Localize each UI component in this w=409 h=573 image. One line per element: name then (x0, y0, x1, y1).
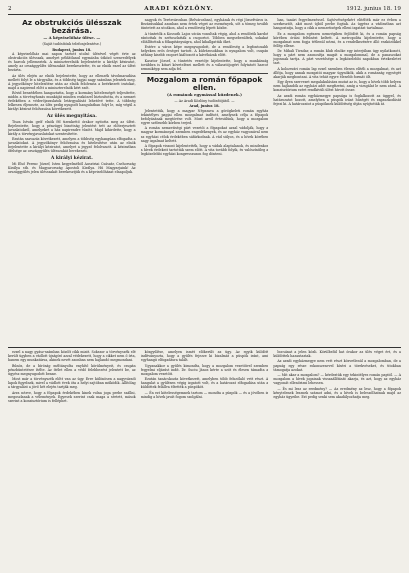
band-column-1 (8, 350, 136, 573)
article-paragraph: Arra nézve, hogy a főpapok érdekében kinek volna joga perbe szállni, megoszlanak a vélemények. Egyesek szerint csak maga a sértett, mások szerint a konzisztórium is felléphet. (8, 390, 136, 403)
note-tudosito: — Az Aradi Közlöny tudósítójától. — (174, 98, 235, 103)
column-3 (273, 18, 401, 345)
page-header (8, 6, 401, 15)
headline-obstrukcio: Az obstrukciós ülésszak bezárása. (22, 18, 122, 36)
article-paragraph: — És mi lesz az eredmény? — Az eredmény az lesz, hogy a főpapok kénytelenek lesznek számot adni, és a hívek is beleszólhatnak majd az egyház ügyeibe. Ezt pedig senki sem akadályozhatja meg. (273, 386, 401, 399)
article-paragraph: ban, tanári fegyelmezéssel. Sajtóvétségekért elitélték már ez évben a szerkesztőt, akit most újból perbe fogtak. Az ügyész a vádiratban azt hangoztatja, hogy a cikk a nemzetiségek elleni izgatást tartalmaz. (273, 18, 401, 31)
article-paragraph: Most már a törvényszék előtt van az ügy. Erre különösen a nagyváradi lapok figyelnek, mivel a vádlott évek óta a helyi sajtóban működik. Állítólag a tárgyalást a jövő hét elején tartják meg. (8, 377, 136, 390)
divider (141, 73, 269, 74)
subtitle-kiralyi-kezirat: A királyi kézirat. (50, 155, 93, 161)
article-paragraph: A főpapok viszont kijelentették, hogy a vádak alaptalanok, és mindenkor a hívek érdekeit tartották szem előtt. A vita tovább folyik, és valószínűleg a legközelebbi egyházi kongresszuson fog dönteni. (140, 143, 269, 157)
column-2 (141, 18, 269, 345)
headline-mozgalom: Mozgalom a román főpapok ellen. (146, 74, 263, 92)
article-paragraph: Jelentettük, hogy a magyar Népszava a görögkeleti román egyház tekintélyes papjai ellen mozgalmat indított, amelynek célja a főpapok befolyásának megtörése volt. Most arról értesülünk, hogy a mozgalom egyre szélesebb körben terjed. (140, 108, 269, 125)
article-paragraph: Rövid beszédében hangoztatta, hogy a kormány kötelességét teljesítette, midőn a törvényhozás munkáját minden eszközzel biztosította, és a nemzet érdekében a véderőjavaslatok letárgyalását lehetővé tette. A többség lelkesen éljenezte, az ülés pedig nyugodt hangulatban folyt le, míg végül a királyi kézirat felolvasása következett. (8, 91, 136, 112)
article-paragraph: Estére a város képe megnyugodott, de a rendőrség a legfontosabb helyeken erős őrséget tartott. A külvárosokban is nyugalom volt, csupán néhány kisebb csoport kiáltozott a kávéházak előtt. (140, 45, 269, 58)
paper-name: ARADI KÖZLÖNY. (144, 6, 214, 12)
article-paragraph: Az ülés elején az elnök bejelentette, hogy az ellenzék távolmaradása mellett folyt le a tárgyalás, és a többség tagjai nagy számban jelentek meg. A jegyzőkönyv hitelesítése után az elnök felolvasta a beérkezett iratokat, majd a napirend előtt a miniszterelnök kért szót. (8, 73, 136, 90)
article-paragraph: A kolozsvári román lap ezzel szemben élesen elítéli a mozgalmat, és azt állítja, hogy annak mozgatói magyar ügynökök, akik a románság egységét akarják megbontani. A vita tehát egyre élesebb formát ölt. (273, 66, 401, 79)
top-columns (8, 18, 401, 345)
subtitle-ules-megnyitasa: Az ülés megnyitása. (46, 113, 97, 119)
article-paragraph: — Én ezt kötelességemnek tartom — mondta a püspök — és a jövőben is mindig a hívek javát fogom szolgálni. (140, 390, 269, 399)
article-paragraph: Ezután szavazás következett, amelyen a többség egyhangúan elfogadta a javaslatokat. A jegyzőkönyv felolvasása és hitelesítése után az elnök bejelentette a királyi kéziratot, amelyet a jegyző felolvasott. A kéziratban őfelsége az országgyűlés ülésszakát berekeszti. (8, 137, 136, 154)
dateline-budapest: Budapest, junius 18. (52, 47, 92, 52)
article-paragraph: A román nemzetiségi párt vezetői a főpapokat azzal vádolják, hogy a magyar kormánnyal szemben engedékenyek, és az egyház vagyonával nem az egyházi célok érdekében sáfárkodnak. A vád súlyos, és a hívek körében nagy izgalmat keltett. (140, 126, 269, 143)
subhead-romanok: (A románok egymással küzdenek.) (167, 92, 242, 98)
article-paragraph: Ezután tanácskozás következett, amelyben több felszólaló vett részt. A hangulat a gyűlésen végig izgatott volt, és a határozat elfogadása után a küldöttek felállva éltették a püspököt. (140, 377, 269, 390)
article-paragraph: közgyűlése, amelyen ismét előkerült az ügy. Az egyik küldött indítványozta, hogy a gyűlés fejezze ki bizalmát a püspök iránt, ami egyhangú elfogadásra talált. (140, 350, 269, 363)
note-telefon: (Saját tudósítónk telefonjelentése.) (42, 42, 102, 46)
article-paragraph: Tisza István gróf elnök fél tizenkettő órakor nyitotta meg az ülést. Bejelentette, hogy a pénzügyi bizottság jelentést tett az előterjesztett javaslatokról, amelyeket a ház napirendre tűzött. Majd kihirdette, hogy a király a törvényjavaslatokat szentesítette. (8, 119, 136, 136)
band-column-3 (273, 350, 401, 573)
dateline-arad: Arad, junius 18. (189, 104, 220, 109)
page-number: 2 (8, 6, 12, 12)
column-1 (8, 18, 136, 345)
band-column-2 (141, 350, 269, 573)
article-paragraph: Bűnös, de a bíróság méltányolta enyhítő körülményeit, és csupán pénzbüntetésre ítélte. Az ítélet ellen a védő felebbezést jelentett be, az ügyész megnyugodott benne. (8, 363, 136, 376)
article-paragraph: Mi Első Ferenc József, Isten kegyelméből Ausztriai Császár, Csehország Királya stb. és Magyarország Apostoli Királya. Hű Magyarjaink! Az országgyűlés jelen ülésszakát berekesztjük és a képviselőházat elnapoljuk. (8, 161, 136, 174)
article-paragraph: Az aradi román egyházmegye papsága is foglalkozott az üggyel, és határozatot hozott, amelyben a püspök iránt hűségét és ragaszkodását fejezi ki. A határozatot a püspöknek küldöttség útján nyújtották át. (273, 93, 401, 106)
subhead-kepviselohaz: — A képviselőház ülése. — (43, 35, 101, 41)
bottom-band (8, 347, 401, 573)
article-paragraph: Ugyanakkor a gyűlés kimondta, hogy a mozgalom vezetőivel szemben fegyelmi eljárást indít. Dr. Suciu János kérte a szót és élesen támadta a mozgalom vezetőit. (140, 363, 269, 376)
article-paragraph: A tüntetők a Kossuth Lajos utcán vonultak végig, ahol a rendőrök kardot rántottak és szétoszlatták a csoportot. Többen megsebesültek, sokakat előállítottak a főkapitányságra, ahol kihallgatták őket. (140, 31, 269, 44)
article-paragraph: bocsánat a jelen közli. Körülbelül hat órakor az ülés véget ért, és a küldöttek hazautaztak. (273, 350, 401, 359)
article-paragraph: Az aradi egyházmegye nem vett részt közvetlenül a mozgalomban, de a papság egy része rokonszenvvel kíséri a törekvéseket, és titokban támogatja azokat. (273, 359, 401, 372)
article-paragraph: Dr. Mihali Tivadar, a román klub elnöke egy interjúban úgy nyilatkozott, hogy a párt nem azonosítja magát a mozgalommal, de a panaszokat jogosnak tartja. A párt vezetősége a legközelebbi napokban értekezletet tart. (273, 49, 401, 66)
article-paragraph: ezzel a nagy gyász-számban közölt cikk miatt. Sokszor a törvényszék elé került ügyben a vádlott újságíró azzal védekezett, hogy a cikket nem ő írta, hanem egy munkatársa, akinek nevét azonban nem hajlandó megmondani. (8, 350, 136, 363)
article-paragraph: nagyok és Terézvárosban (Belvárosban), egyházak és régi Józsefváros is. Bezárásukkal azonban nem értek véget az események, sőt a tömeg tovább tüntetett az utcákon, ahol a rendőrség lépett közbe. (140, 18, 269, 31)
issue-date: 1912. junius 18. 19 (346, 6, 401, 12)
article-paragraph: Ez a mozgalom egészen nemrégiben fejlődött ki, és a román papság körében óriási feltűnést keltett. A metropolita kijelentette, hogy a mozgalmat nem fogja tétlenül nézni, és a rendelkezésére álló eszközökkel fellép ellene. (273, 31, 401, 48)
article-paragraph: Egy ilyen szervezet megalakulására mutat az is, hogy a hívek több helyen nem hajlandók az egyházi adót megfizetni, amíg a vizsgálat le nem zárul. A konzisztórium ezért rendkívüli ülést hívott össze. (273, 80, 401, 93)
article-paragraph: — Mit akar a mozgalom? — kérdeztük egy tekintélyes román paptól. — A mozgalom a hívek jogainak visszaállítását akarja, és azt, hogy az egyház vagyonát ellenőrizni lehessen. (273, 373, 401, 386)
article-paragraph: Kasztor József, a tüntetés vezetője kijelentette, hogy a munkásság továbbra is kitart követelései mellett és a választójogért folytatott harcot semmiképp sem adja fel. (140, 58, 269, 71)
article-paragraph: A képviselőház mai napon tartott utolsó ülésével végét érte az obstrukciós ülésszak, amelyet példátlanul egymásba ütköző szenvedélyek és harcok jellemeztek. A miniszterelnök bejelentette a királyi kéziratot, amely az országgyűlés ülésszakát berekesztette, és az elnök ezzel az ülést bezárta. (8, 52, 136, 73)
